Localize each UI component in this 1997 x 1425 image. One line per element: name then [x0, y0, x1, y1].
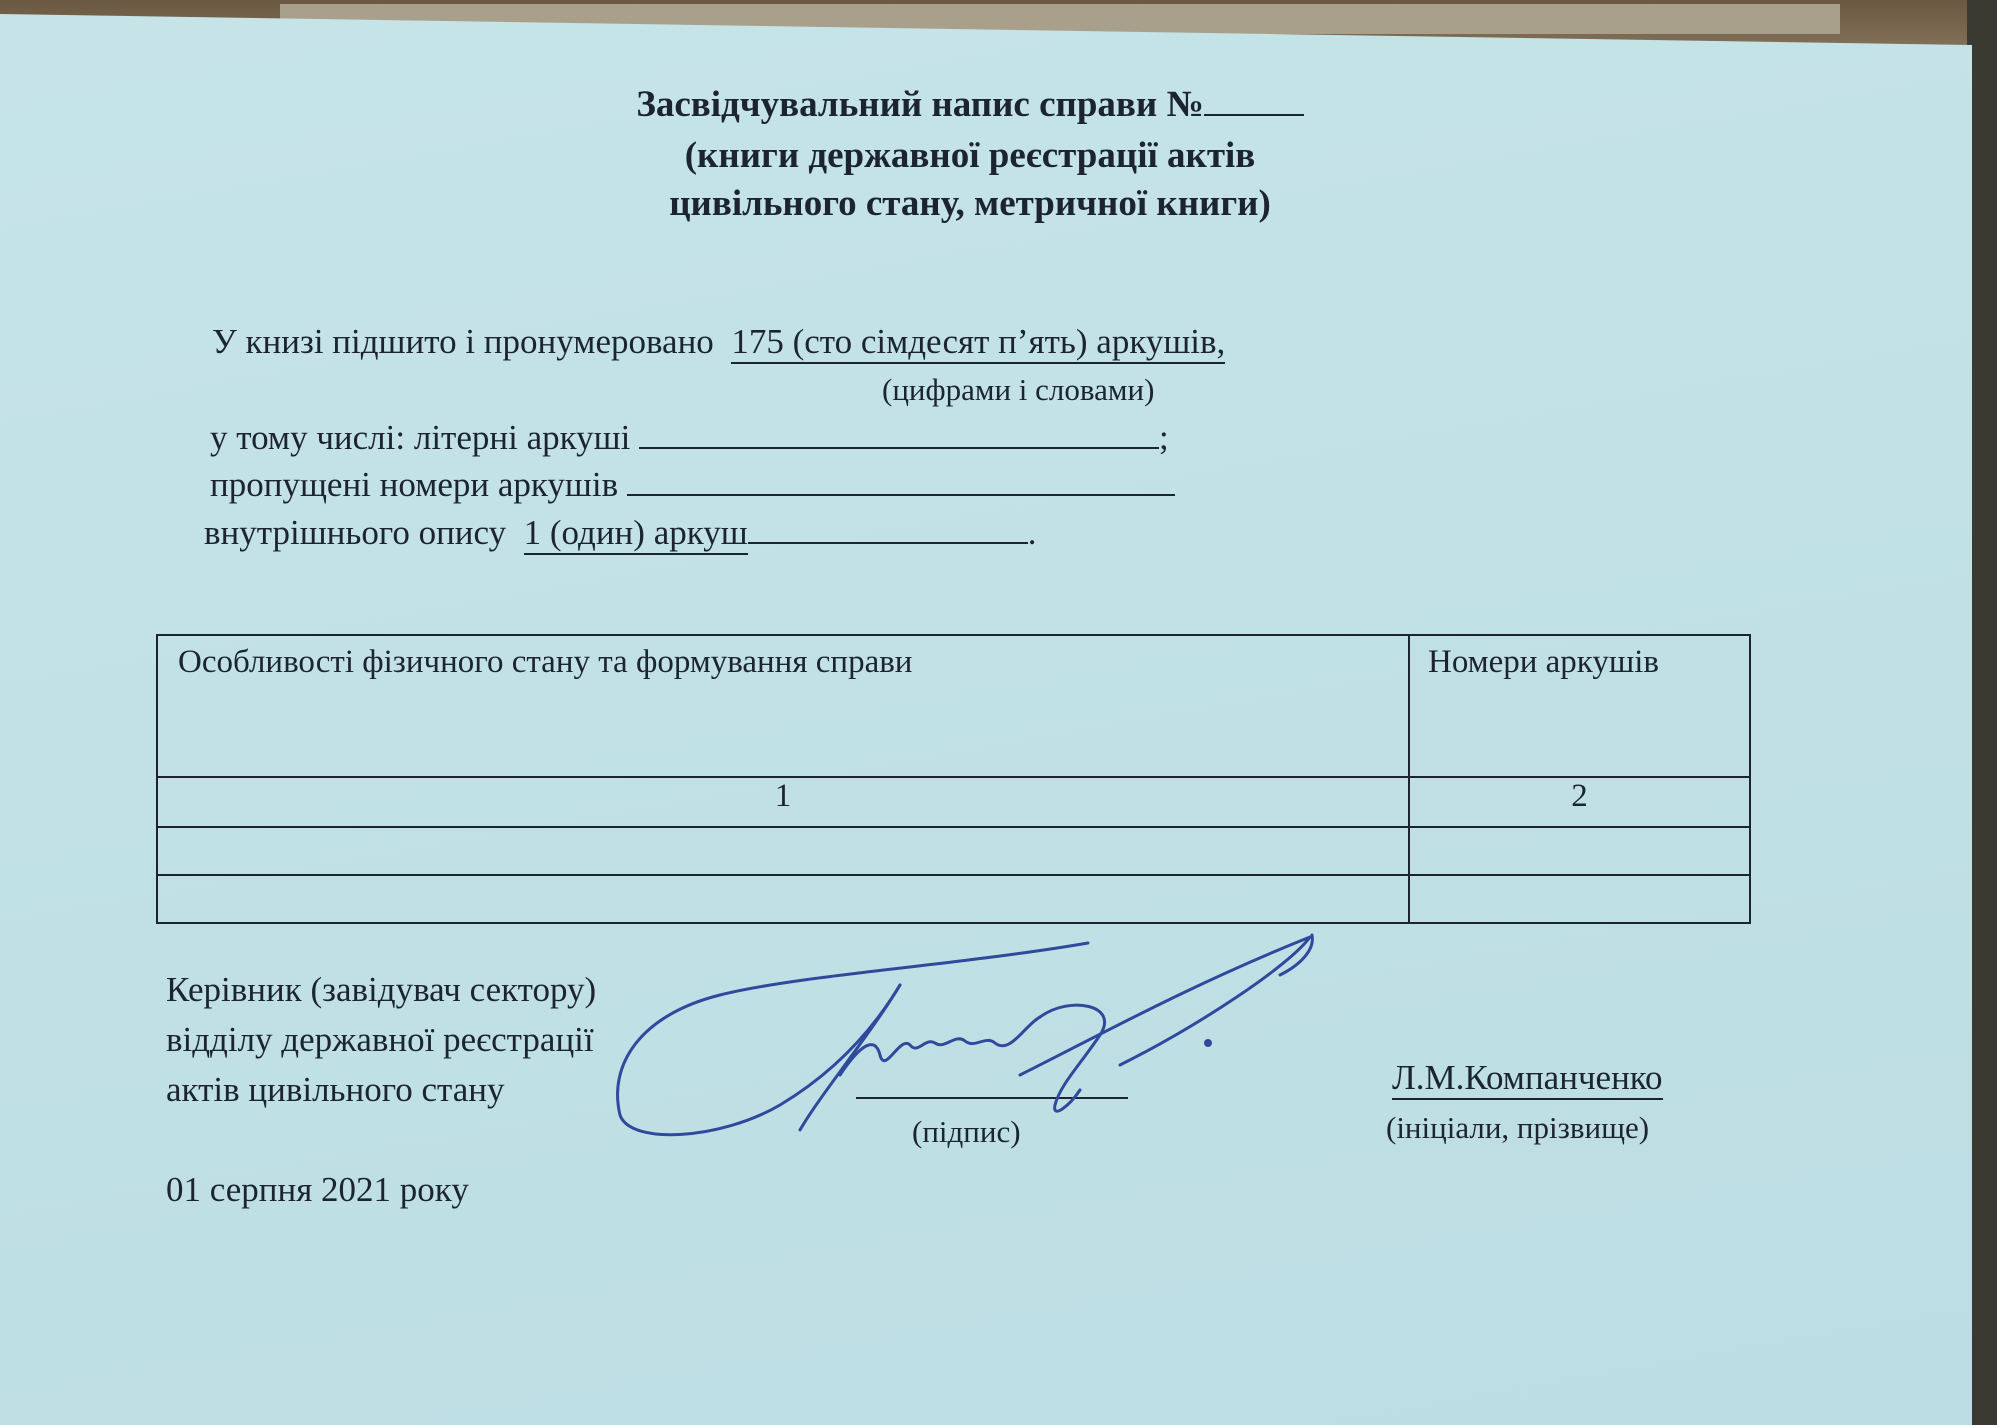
position-line-3: актів цивільного стану [166, 1070, 505, 1109]
position-line-2: відділу державної реєстрації [166, 1020, 594, 1059]
missing-sheets-label: пропущені номери аркушів [210, 465, 619, 504]
signature-hint: (підпис) [912, 1114, 1021, 1149]
condition-table [156, 634, 1751, 924]
table-col-number-1: 1 [157, 777, 1409, 827]
table-header-features: Особливості фізичного стану та формування справи [157, 635, 1409, 777]
document-date: 01 серпня 2021 року [166, 1170, 469, 1209]
table-header-sheet-numbers: Номери аркушів [1409, 635, 1750, 777]
sheets-value: 175 (сто сімдесят п’ять) аркушів, [731, 322, 1225, 364]
title-line-2: (книги державної реєстрації актів [684, 135, 1256, 176]
inventory-line [204, 510, 1036, 555]
missing-sheets-blank [627, 462, 1175, 496]
table-row-empty-1-col-1 [157, 827, 1409, 875]
sheets-hint: (цифрами і словами) [882, 372, 1155, 407]
title-line-3: цивільного стану, метричної книги) [669, 183, 1271, 224]
letter-sheets-label: у тому числі: літерні аркуші [210, 418, 631, 457]
official-name-text: Л.М.Компанченко [1392, 1058, 1663, 1100]
letter-sheets-end: ; [1159, 418, 1169, 457]
letter-sheets-line [210, 415, 1169, 458]
official-name-hint: (ініціали, прізвище) [1386, 1110, 1650, 1145]
sheets-label: У книзі підшито і пронумеровано [212, 322, 714, 361]
sheets-line [212, 322, 1225, 364]
letter-sheets-blank [639, 415, 1159, 449]
inventory-end: . [1027, 513, 1037, 552]
inventory-blank [748, 510, 1028, 544]
table-row-empty-2-col-2 [1409, 875, 1750, 923]
table-row-empty-2-col-1 [157, 875, 1409, 923]
official-name [1392, 1058, 1663, 1100]
inventory-label: внутрішнього опису [204, 513, 507, 552]
position-line-1: Керівник (завідувач сектору) [166, 970, 597, 1009]
handwritten-signature [600, 925, 1320, 1155]
table-col-number-2: 2 [1409, 777, 1750, 827]
missing-sheets-line [210, 462, 1175, 505]
table-row-empty-1-col-2 [1409, 827, 1750, 875]
inventory-value: 1 (один) аркуш [524, 513, 748, 555]
title-line-1: Засвідчувальний напис справи № [470, 82, 1470, 126]
case-number-blank [1204, 82, 1304, 116]
